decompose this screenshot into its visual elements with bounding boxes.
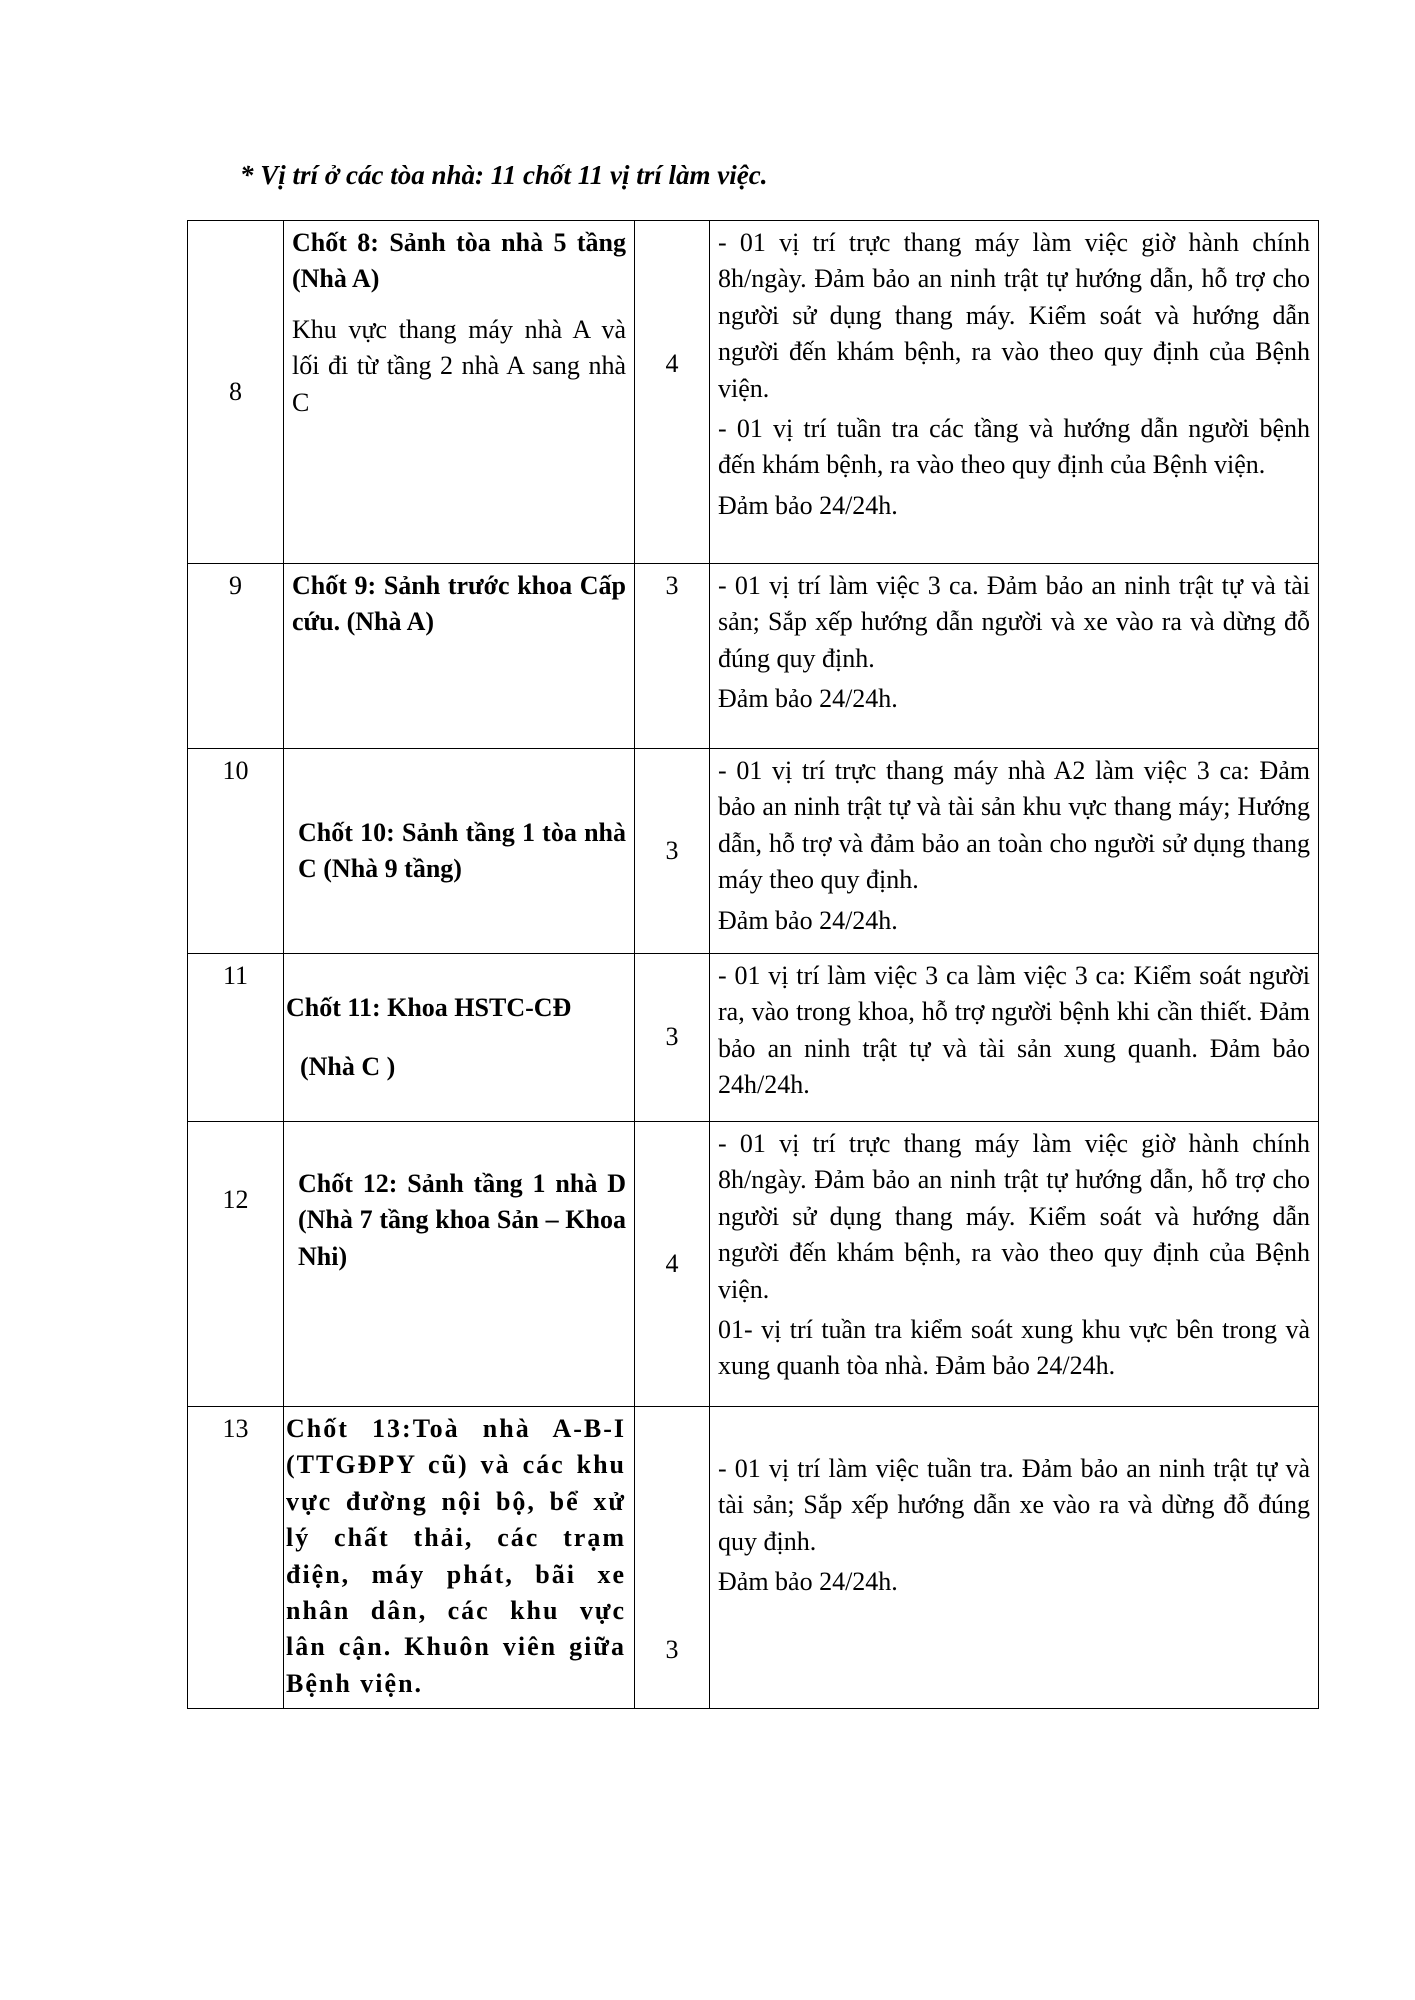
duty-paragraph: Đảm bảo 24/24h.: [718, 490, 898, 520]
row-number: 12: [188, 1122, 284, 1407]
duty-description: [710, 749, 1319, 954]
checkpoint-subtitle: Khu vực thang máy nhà A và lối đi từ tầng 2 nhà A sang nhà C: [292, 314, 626, 417]
duty-paragraph: Đảm bảo 24/24h.: [718, 684, 898, 714]
checkpoint-cell: [284, 1407, 635, 1709]
table-row: [188, 1407, 1319, 1709]
table-row: [188, 1122, 1319, 1407]
table-row: [188, 564, 1319, 749]
row-number: 11: [188, 954, 284, 1122]
duty-description: [710, 1407, 1319, 1709]
duty-paragraph: - 01 vị trí làm việc tuần tra. Đảm bảo an ninh trật tự và tài sản; Sắp xếp hướng dẫn xe vào ra và dừng đỗ đúng quy định.: [718, 1454, 1310, 1556]
checkpoint-title: Chốt 10: Sảnh tầng 1 tòa nhà C (Nhà 9 tầng): [298, 817, 626, 883]
row-number: 13: [188, 1407, 284, 1709]
checkpoint-title: Chốt 9: Sảnh trước khoa Cấp cứu. (Nhà A): [292, 571, 626, 637]
checkpoint-title: Chốt 11: Khoa HSTC-CĐ: [286, 993, 572, 1023]
checkpoint-cell: [284, 221, 635, 564]
row-number: 10: [188, 749, 284, 954]
staff-count: 4: [635, 1122, 710, 1407]
checkpoint-cell: [284, 954, 635, 1122]
checkpoint-title: Chốt 12: Sảnh tầng 1 nhà D (Nhà 7 tầng khoa Sản – Khoa Nhi): [298, 1169, 626, 1271]
checkpoint-table: [187, 220, 1319, 1709]
staff-count: 4: [635, 221, 710, 564]
duty-paragraph: - 01 vị trí tuần tra các tầng và hướng dẫn người bệnh đến khám bệnh, ra vào theo quy định của Bệnh viện.: [718, 413, 1310, 480]
duty-description: [710, 1122, 1319, 1407]
row-number: 8: [188, 221, 284, 564]
duty-paragraph: Đảm bảo 24/24h.: [718, 905, 898, 935]
checkpoint-cell: [284, 564, 635, 749]
staff-count: 3: [635, 1407, 710, 1709]
duty-paragraph: Đảm bảo 24/24h.: [718, 1567, 898, 1597]
duty-paragraph: - 01 vị trí làm việc 3 ca làm việc 3 ca: Kiểm soát người ra, vào trong khoa, hỗ trợ người bệnh khi cần thiết. Đảm bảo an ninh trật tự và tài sản xung quanh. Đảm bảo 24h/24h.: [718, 961, 1310, 1100]
duty-paragraph: - 01 vị trí trực thang máy làm việc giờ hành chính 8h/ngày. Đảm bảo an ninh trật tự hướng dẫn, hỗ trợ cho người sử dụng thang máy. Kiểm soát và hướng dẫn người đến khám bệnh, ra vào theo quy định của Bệnh viện.: [718, 228, 1310, 403]
staff-count: 3: [635, 564, 710, 749]
row-number: 9: [188, 564, 284, 749]
table-row: [188, 749, 1319, 954]
duty-description: [710, 564, 1319, 749]
duty-description: [710, 954, 1319, 1122]
staff-count: 3: [635, 749, 710, 954]
checkpoint-cell: [284, 749, 635, 954]
duty-paragraph: - 01 vị trí làm việc 3 ca. Đảm bảo an ninh trật tự và tài sản; Sắp xếp hướng dẫn người và xe vào ra và dừng đỗ đúng quy định.: [718, 571, 1310, 673]
checkpoint-title: Chốt 8: Sảnh tòa nhà 5 tầng (Nhà A): [292, 228, 626, 294]
checkpoint-subtitle: (Nhà C ): [300, 1051, 396, 1081]
table-row: [188, 954, 1319, 1122]
duty-description: [710, 221, 1319, 564]
section-heading: * Vị trí ở các tòa nhà: 11 chốt 11 vị trí làm việc.: [240, 160, 768, 190]
checkpoint-cell: [284, 1122, 635, 1407]
duty-paragraph: 01- vị trí tuần tra kiểm soát xung khu vực bên trong và xung quanh tòa nhà. Đảm bảo 24/24h.: [718, 1314, 1310, 1381]
checkpoint-title: Chốt 13:Toà nhà A-B-I (TTGĐPY cũ) và các khu vực đường nội bộ, bể xử lý chất thải, các trạm điện, máy phát, bãi xe nhân dân, các khu vực lân cận. Khuôn viên giữa Bệnh viện.: [286, 1414, 626, 1698]
duty-paragraph: - 01 vị trí trực thang máy nhà A2 làm việc 3 ca: Đảm bảo an ninh trật tự và tài sản khu vực thang máy; Hướng dẫn, hỗ trợ và đảm bảo an toàn cho người sử dụng thang máy theo quy định.: [718, 756, 1310, 895]
table-row: [188, 221, 1319, 564]
duty-paragraph: - 01 vị trí trực thang máy làm việc giờ hành chính 8h/ngày. Đảm bảo an ninh trật tự hướng dẫn, hỗ trợ cho người sử dụng thang máy. Kiểm soát và hướng dẫn người đến khám bệnh, ra vào theo quy định của Bệnh viện.: [718, 1129, 1310, 1304]
staff-count: 3: [635, 954, 710, 1122]
